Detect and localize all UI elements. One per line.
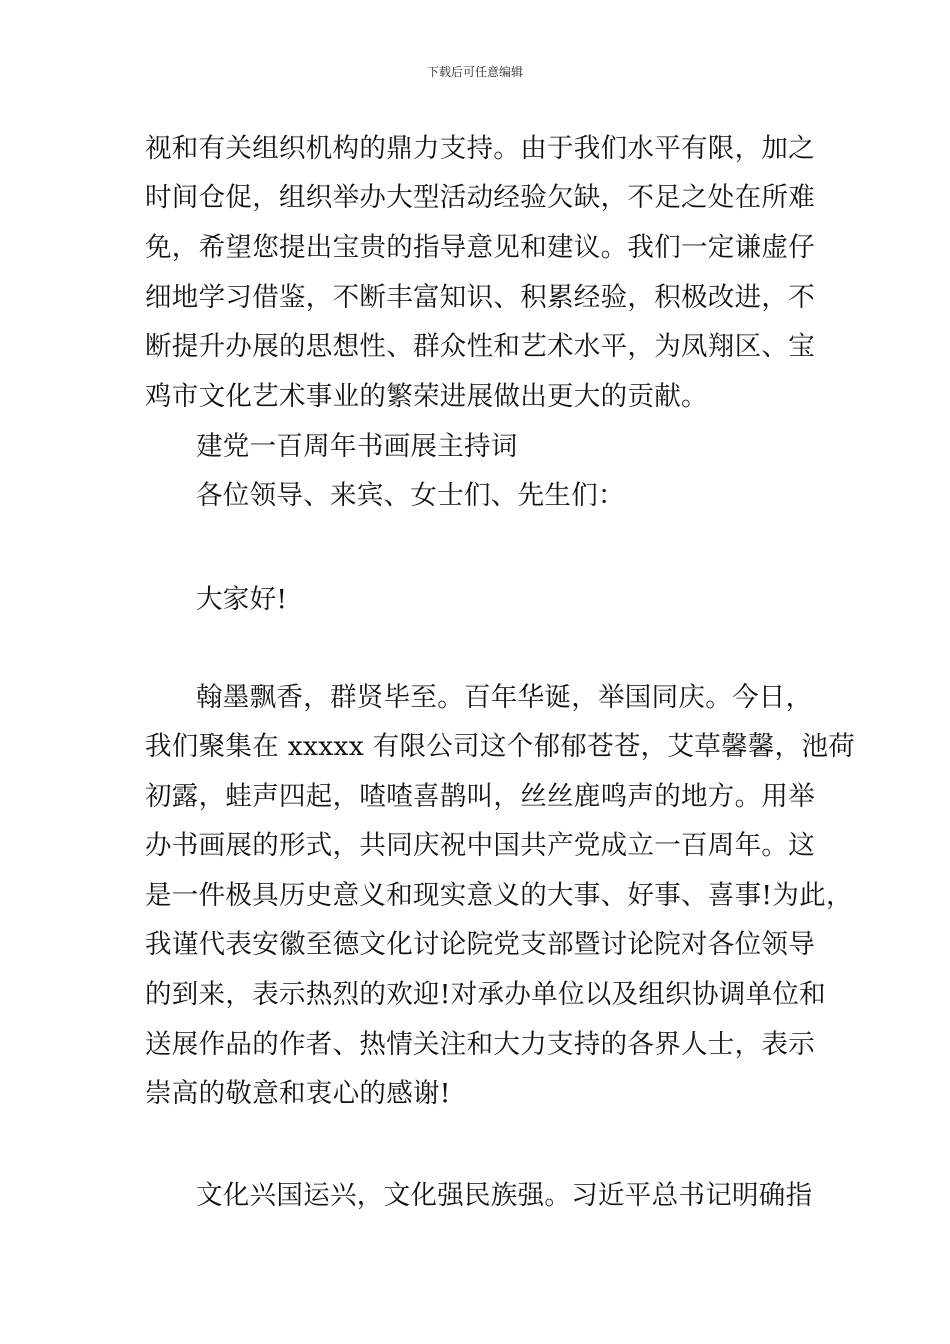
text-line: 断提升办展的思想性、群众性和艺术水平，为凤翔区、宝 — [145, 331, 815, 362]
text-line: 办书画展的形式，共同庆祝中国共产党成立一百周年。这 — [145, 830, 815, 861]
text-line: 的到来，表示热烈的欢迎!对承办单位以及组织协调单位和 — [145, 979, 826, 1010]
text-line: 初露，蛙声四起，喳喳喜鹊叫，丝丝鹿鸣声的地方。用举 — [145, 781, 815, 812]
text-line: 时间仓促，组织举办大型活动经验欠缺，不足之处在所难 — [145, 182, 815, 213]
greeting: 大家好! — [196, 584, 288, 615]
page-header: 下载后可任意编辑 — [426, 65, 523, 79]
salutation: 各位领导、来宾、女士们、先生们： — [196, 480, 625, 511]
text-line: 崇高的敬意和衷心的感谢! — [145, 1078, 451, 1109]
text-line: 是一件极具历史意义和现实意义的大事、好事、喜事!为此， — [145, 880, 853, 911]
text-line: 鸡市文化艺术事业的繁荣进展做出更大的贡献。 — [145, 381, 708, 412]
text-line: 文化兴国运兴，文化强民族强。习近平总书记明确指 — [196, 1180, 813, 1211]
text-line: 我们聚集在 xxxxx 有限公司这个郁郁苍苍，艾草馨馨，池荷 — [145, 731, 856, 762]
text-line: 免，希望您提出宝贵的指导意见和建议。我们一定谦虚仔 — [145, 232, 815, 263]
section-title: 建党一百周年书画展主持词 — [196, 431, 518, 462]
text-line: 翰墨飘香，群贤毕至。百年华诞，举国同庆。今日， — [196, 682, 813, 713]
text-line: 细地学习借鉴，不断丰富知识、积累经验，积极改进，不 — [145, 282, 815, 313]
text-line: 视和有关组织机构的鼎力支持。由于我们水平有限，加之 — [145, 133, 815, 164]
text-line: 我谨代表安徽至德文化讨论院党支部暨讨论院对各位领导 — [145, 929, 815, 960]
text-line: 送展作品的作者、热情关注和大力支持的各界人士，表示 — [145, 1029, 815, 1060]
